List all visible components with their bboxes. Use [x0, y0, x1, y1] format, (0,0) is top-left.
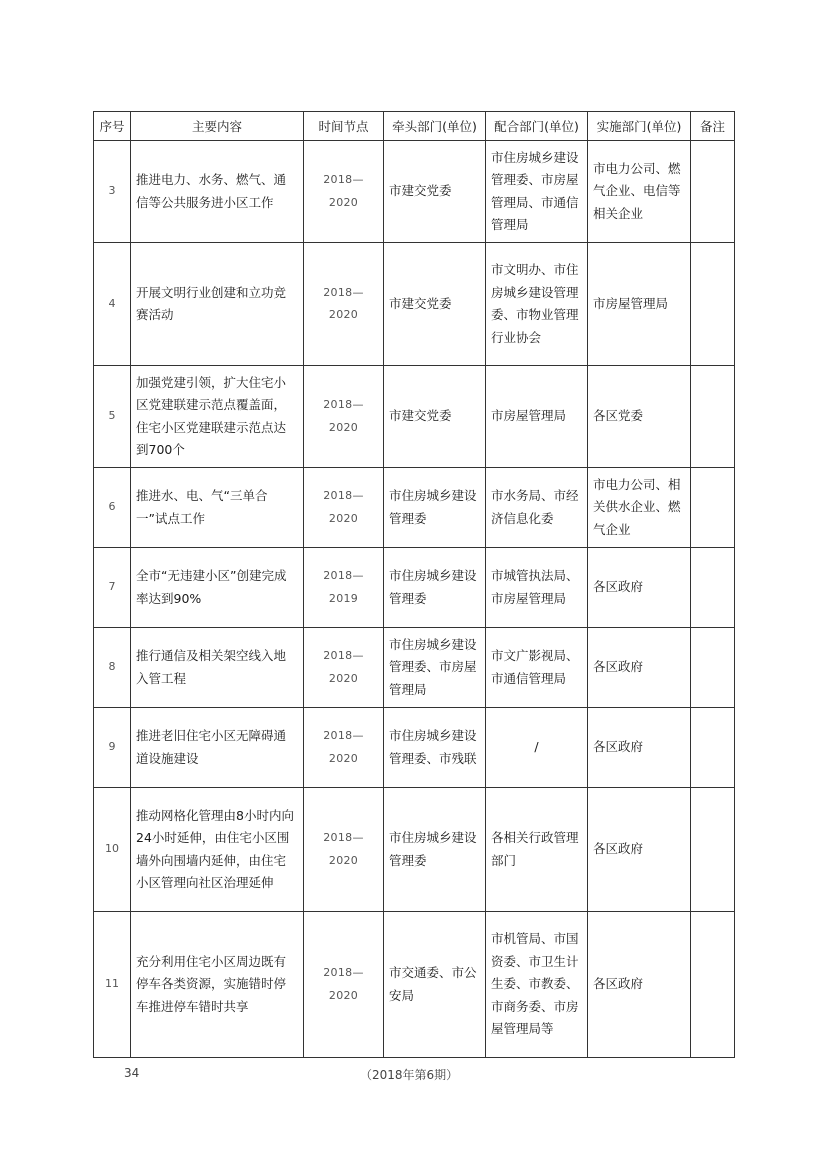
row-note — [691, 366, 735, 468]
table-row — [94, 468, 735, 548]
row-coop-dept: / — [486, 708, 588, 788]
row-no: 11 — [94, 912, 131, 1058]
table-row — [94, 912, 735, 1058]
row-no: 9 — [94, 708, 131, 788]
table-header-row — [94, 112, 735, 141]
row-coop-dept: 市文广影视局、市通信管理局 — [486, 628, 588, 708]
row-time: 2018—2020 — [304, 366, 384, 468]
row-lead-dept: 市住房城乡建设管理委 — [384, 468, 486, 548]
row-note — [691, 548, 735, 628]
header-time: 时间节点 — [304, 112, 384, 141]
row-coop-dept: 市水务局、市经济信息化委 — [486, 468, 588, 548]
row-content: 加强党建引领，扩大住宅小区党建联建示范点覆盖面，住宅小区党建联建示范点达到700个 — [131, 366, 304, 468]
row-note — [691, 788, 735, 912]
row-impl-dept: 市房屋管理局 — [588, 243, 691, 366]
row-no: 5 — [94, 366, 131, 468]
row-time: 2018—2020 — [304, 788, 384, 912]
header-lead-dept: 牵头部门(单位) — [384, 112, 486, 141]
row-time: 2018—2020 — [304, 243, 384, 366]
header-impl-dept: 实施部门(单位) — [588, 112, 691, 141]
row-lead-dept: 市住房城乡建设管理委、市房屋管理局 — [384, 628, 486, 708]
row-impl-dept: 各区政府 — [588, 548, 691, 628]
row-time: 2018—2020 — [304, 912, 384, 1058]
row-lead-dept: 市建交党委 — [384, 243, 486, 366]
task-table — [93, 111, 735, 1058]
row-content: 开展文明行业创建和立功竞赛活动 — [131, 243, 304, 366]
row-time: 2018—2020 — [304, 468, 384, 548]
row-lead-dept: 市建交党委 — [384, 366, 486, 468]
row-lead-dept: 市住房城乡建设管理委、市残联 — [384, 708, 486, 788]
row-coop-dept: 市房屋管理局 — [486, 366, 588, 468]
row-content: 全市“无违建小区”创建完成率达到90% — [131, 548, 304, 628]
row-impl-dept: 各区政府 — [588, 628, 691, 708]
row-lead-dept: 市住房城乡建设管理委 — [384, 548, 486, 628]
row-impl-dept: 各区党委 — [588, 366, 691, 468]
row-note — [691, 708, 735, 788]
row-time: 2018—2020 — [304, 708, 384, 788]
row-coop-dept: 市机管局、市国资委、市卫生计生委、市教委、市商务委、市房屋管理局等 — [486, 912, 588, 1058]
row-impl-dept: 各区政府 — [588, 912, 691, 1058]
row-coop-dept: 市城管执法局、市房屋管理局 — [486, 548, 588, 628]
row-impl-dept: 市电力公司、相关供水企业、燃气企业 — [588, 468, 691, 548]
row-note — [691, 628, 735, 708]
row-time: 2018—2020 — [304, 141, 384, 243]
table-row — [94, 788, 735, 912]
row-lead-dept: 市建交党委 — [384, 141, 486, 243]
table-row — [94, 548, 735, 628]
row-time: 2018—2019 — [304, 548, 384, 628]
row-lead-dept: 市住房城乡建设管理委 — [384, 788, 486, 912]
row-content: 推进电力、水务、燃气、通信等公共服务进小区工作 — [131, 141, 304, 243]
row-no: 3 — [94, 141, 131, 243]
issue-label: （2018年第6期） — [360, 1068, 459, 1082]
header-no: 序号 — [94, 112, 131, 141]
row-note — [691, 912, 735, 1058]
row-no: 10 — [94, 788, 131, 912]
row-content: 充分利用住宅小区周边既有停车各类资源，实施错时停车推进停车错时共享 — [131, 912, 304, 1058]
table-row — [94, 141, 735, 243]
row-content: 推进老旧住宅小区无障碍通道设施建设 — [131, 708, 304, 788]
row-content: 推行通信及相关架空线入地入管工程 — [131, 628, 304, 708]
row-content: 推进水、电、气“三单合一”试点工作 — [131, 468, 304, 548]
row-time: 2018—2020 — [304, 628, 384, 708]
row-impl-dept: 市电力公司、燃气企业、电信等相关企业 — [588, 141, 691, 243]
table-row — [94, 708, 735, 788]
row-content: 推动网格化管理由8小时内向24小时延伸，由住宅小区围墙外向围墙内延伸，由住宅小区管理向社区治理延伸 — [131, 788, 304, 912]
row-lead-dept: 市交通委、市公安局 — [384, 912, 486, 1058]
header-note: 备注 — [691, 112, 735, 141]
row-impl-dept: 各区政府 — [588, 788, 691, 912]
header-content: 主要内容 — [131, 112, 304, 141]
header-coop-dept: 配合部门(单位) — [486, 112, 588, 141]
row-impl-dept: 各区政府 — [588, 708, 691, 788]
row-no: 4 — [94, 243, 131, 366]
row-no: 6 — [94, 468, 131, 548]
table-row — [94, 628, 735, 708]
table-row — [94, 243, 735, 366]
page-number: 34 — [124, 1066, 140, 1080]
row-no: 7 — [94, 548, 131, 628]
row-coop-dept: 市文明办、市住房城乡建设管理委、市物业管理行业协会 — [486, 243, 588, 366]
row-note — [691, 141, 735, 243]
row-note — [691, 468, 735, 548]
row-note — [691, 243, 735, 366]
row-coop-dept: 市住房城乡建设管理委、市房屋管理局、市通信管理局 — [486, 141, 588, 243]
row-coop-dept: 各相关行政管理部门 — [486, 788, 588, 912]
table-row — [94, 366, 735, 468]
row-no: 8 — [94, 628, 131, 708]
